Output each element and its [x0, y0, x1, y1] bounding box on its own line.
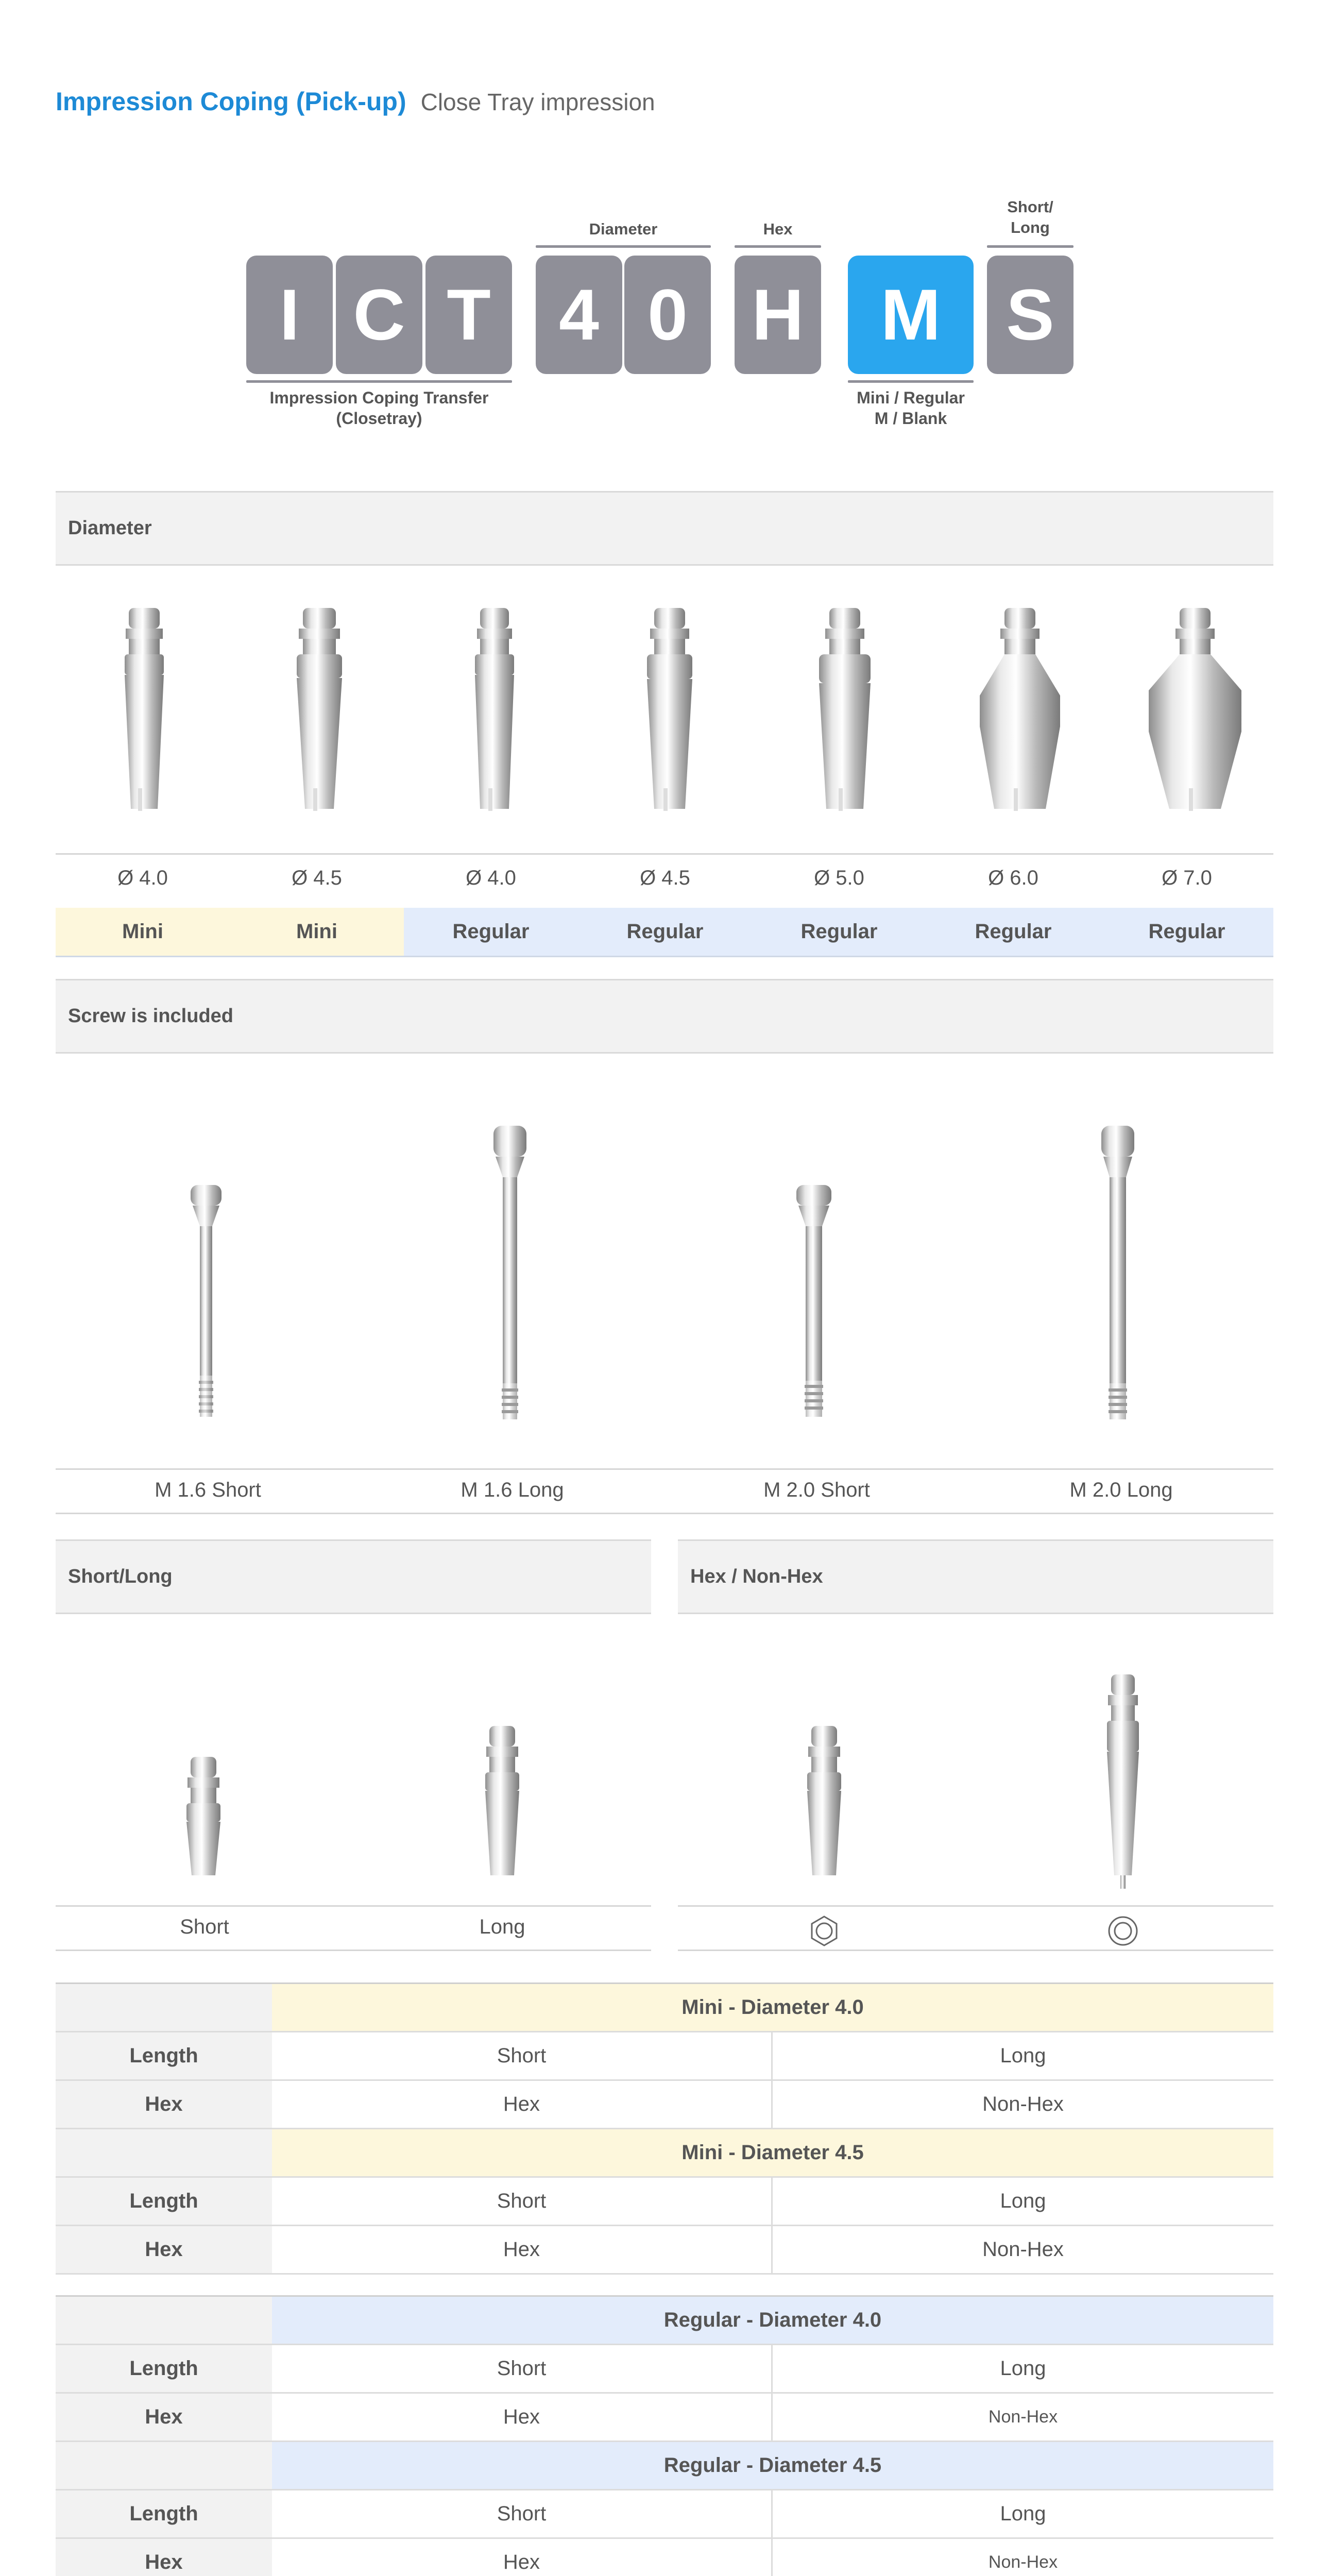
table-row — [56, 2032, 1273, 2081]
table-row — [56, 1984, 1273, 2032]
table-row — [56, 2345, 1273, 2394]
coping-image-regular-40 — [458, 603, 531, 829]
divider — [678, 1905, 1273, 1907]
regular-spec-table — [56, 2295, 1273, 2576]
diameter-label-7: Ø 7.0 — [1162, 867, 1212, 889]
code-letter-8: S — [987, 256, 1074, 374]
coping-image-regular-70 — [1138, 603, 1252, 829]
non-hex-icon — [1108, 1916, 1138, 1946]
row-label-length: Length — [56, 2490, 272, 2537]
group-title: Mini - Diameter 4.0 — [272, 1984, 1273, 2031]
diameter-label-5: Ø 5.0 — [814, 867, 864, 889]
section-short-long-header: Short/Long — [56, 1539, 651, 1614]
code-letter-2: C — [336, 256, 422, 374]
diameter-label-6: Ø 6.0 — [988, 867, 1038, 889]
coping-image-hex — [801, 1726, 847, 1880]
screw-image-m16-long — [489, 1126, 531, 1445]
coping-image-mini-40 — [108, 603, 180, 829]
code-line-transfer — [246, 380, 512, 383]
code-letter-7: M — [848, 256, 974, 374]
table-row — [56, 2297, 1273, 2345]
table-row — [56, 2539, 1273, 2576]
group-title: Regular - Diameter 4.5 — [272, 2442, 1273, 2489]
cell-hex: Hex — [272, 2394, 773, 2441]
cell-non-hex: Non-Hex — [982, 2238, 1064, 2261]
cell-short: Short — [272, 2178, 773, 2225]
code-line-short-long — [987, 245, 1074, 248]
coping-image-regular-45 — [634, 603, 706, 829]
table-row — [56, 2178, 1273, 2226]
row-label-hex: Hex — [56, 2226, 272, 2273]
code-label-hex: Hex — [763, 220, 793, 238]
coping-image-regular-60 — [968, 603, 1071, 829]
cell-non-hex: Non-Hex — [982, 2093, 1064, 2115]
code-letter-5: 0 — [624, 256, 711, 374]
type-badge-2: Mini — [230, 908, 404, 957]
diameter-label-3: Ø 4.0 — [466, 867, 516, 889]
code-line-diameter — [536, 245, 711, 248]
group-title: Mini - Diameter 4.5 — [272, 2129, 1273, 2176]
code-label-transfer-line1: Impression Coping Transfer — [269, 388, 489, 407]
row-label-blank — [56, 1984, 272, 2031]
type-badge-7: Regular — [1100, 908, 1273, 957]
row-label-blank — [56, 2129, 272, 2176]
row-label-hex: Hex — [56, 2539, 272, 2576]
row-label-blank — [56, 2297, 272, 2344]
divider — [678, 1950, 1273, 1951]
code-label-mini-line2: M / Blank — [874, 409, 947, 428]
coping-image-mini-45 — [283, 603, 355, 829]
screw-label-3: M 2.0 Short — [763, 1479, 870, 1501]
row-label-blank — [56, 2442, 272, 2489]
cell-long: Long — [1000, 2190, 1046, 2212]
code-letter-3: T — [425, 256, 512, 374]
screw-image-m20-short — [793, 1185, 834, 1443]
divider — [56, 1905, 651, 1907]
screw-image-m20-long — [1097, 1126, 1138, 1445]
length-label-short: Short — [180, 1916, 229, 1938]
cell-short: Short — [272, 2345, 773, 2392]
screw-label-2: M 1.6 Long — [461, 1479, 564, 1501]
screw-label-1: M 1.6 Short — [155, 1479, 261, 1501]
cell-non-hex: Non-Hex — [988, 2552, 1058, 2572]
code-label-transfer — [227, 387, 532, 429]
length-label-long: Long — [479, 1916, 525, 1938]
coping-image-non-hex — [1100, 1674, 1146, 1891]
cell-long: Long — [1000, 2357, 1046, 2380]
cell-long: Long — [1000, 2502, 1046, 2525]
code-line-hex — [735, 245, 821, 248]
hex-icon — [809, 1916, 840, 1946]
coping-image-long — [479, 1726, 525, 1880]
page-header — [56, 87, 655, 116]
code-label-diameter: Diameter — [589, 220, 658, 238]
type-badge-1: Mini — [56, 908, 230, 957]
cell-short: Short — [272, 2490, 773, 2537]
mini-spec-table — [56, 1982, 1273, 2275]
page-subtitle: Close Tray impression — [420, 89, 655, 115]
type-badge-3: Regular — [404, 908, 578, 957]
screw-image-m16-short — [185, 1185, 227, 1443]
group-title: Regular - Diameter 4.0 — [272, 2297, 1273, 2344]
section-hex-header: Hex / Non-Hex — [678, 1539, 1273, 1614]
section-screw-header: Screw is included — [56, 979, 1273, 1054]
code-letter-4: 4 — [536, 256, 622, 374]
section-diameter-header: Diameter — [56, 491, 1273, 566]
code-label-mini — [824, 387, 997, 429]
code-letter-1: I — [246, 256, 333, 374]
page-title: Impression Coping (Pick-up) — [56, 87, 406, 116]
code-label-short-long — [987, 197, 1074, 238]
type-badge-4: Regular — [578, 908, 752, 957]
cell-non-hex: Non-Hex — [988, 2407, 1058, 2427]
type-badge-6: Regular — [926, 908, 1100, 957]
code-letter-6: H — [735, 256, 821, 374]
row-label-length: Length — [56, 2178, 272, 2225]
code-label-transfer-line2: (Closetray) — [336, 409, 422, 428]
cell-hex: Hex — [272, 2226, 773, 2273]
cell-long: Long — [1000, 2044, 1046, 2067]
row-label-length: Length — [56, 2345, 272, 2392]
table-row — [56, 2129, 1273, 2178]
diameter-label-4: Ø 4.5 — [640, 867, 690, 889]
table-row — [56, 2226, 1273, 2275]
coping-image-short — [180, 1757, 227, 1880]
divider — [56, 1513, 1273, 1514]
code-label-short-long-line2: Long — [1011, 218, 1050, 236]
code-label-mini-line1: Mini / Regular — [857, 388, 965, 407]
table-row — [56, 2394, 1273, 2442]
row-label-length: Length — [56, 2032, 272, 2079]
divider — [56, 1468, 1273, 1470]
screw-label-4: M 2.0 Long — [1069, 1479, 1173, 1501]
divider — [56, 1950, 651, 1951]
diameter-label-2: Ø 4.5 — [292, 867, 342, 889]
cell-short: Short — [272, 2032, 773, 2079]
code-line-mini — [848, 380, 974, 383]
type-badge-5: Regular — [752, 908, 926, 957]
code-label-short-long-line1: Short/ — [1007, 198, 1053, 216]
table-row — [56, 2442, 1273, 2490]
cell-hex: Hex — [272, 2539, 773, 2576]
cell-hex: Hex — [272, 2081, 773, 2128]
diameter-label-1: Ø 4.0 — [117, 867, 168, 889]
coping-image-regular-50 — [804, 603, 886, 829]
row-label-hex: Hex — [56, 2394, 272, 2441]
divider — [56, 853, 1273, 855]
row-label-hex: Hex — [56, 2081, 272, 2128]
table-row — [56, 2081, 1273, 2129]
table-row — [56, 2490, 1273, 2539]
